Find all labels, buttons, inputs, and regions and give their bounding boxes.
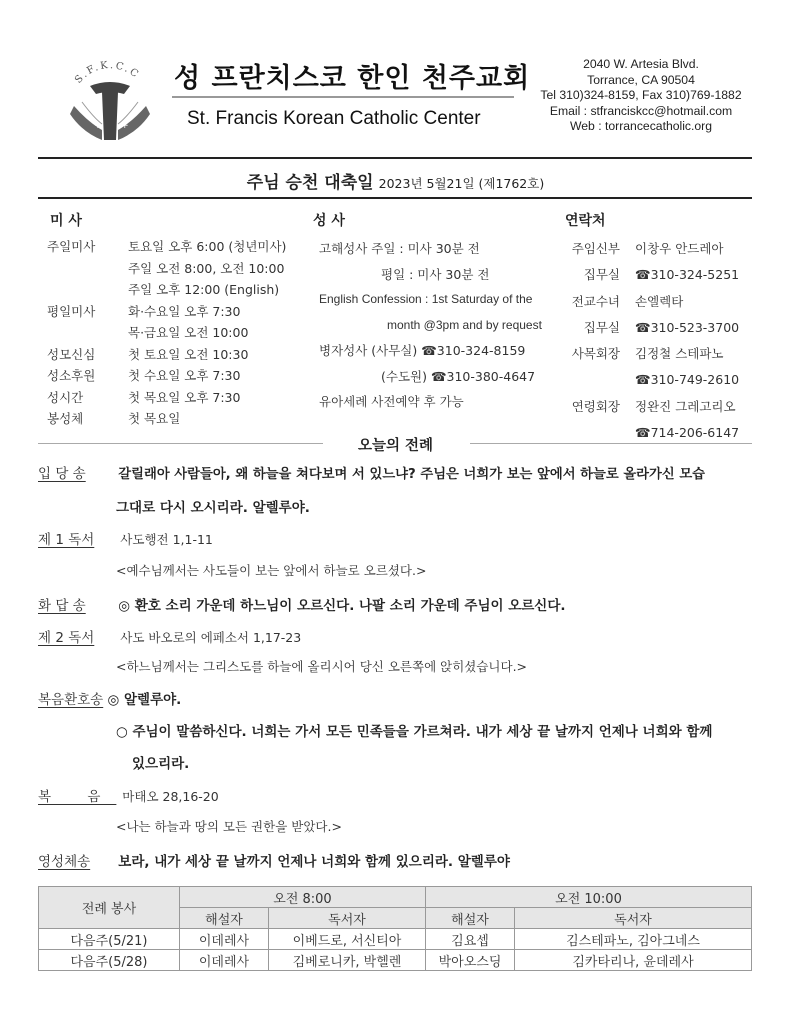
- contact-value: 이창우 안드레아: [635, 241, 724, 256]
- contact-row: [563, 262, 739, 288]
- reading2-ref: 사도 바오로의 에페소서 1,17-23: [120, 630, 302, 645]
- contact-row: [563, 367, 739, 393]
- address-line-1: 2040 W. Artesia Blvd.: [583, 57, 699, 71]
- header-divider-top: [38, 157, 752, 159]
- gospel-label: 복 음: [38, 789, 117, 805]
- schedule-value: 주일 오후 12:00 (English): [128, 282, 280, 297]
- svg-text:+: +: [94, 121, 102, 131]
- sacrament-line: 유아세례 사전예약 후 가능: [319, 394, 464, 409]
- table-row: [39, 929, 752, 950]
- table-cell: 이베드로, 서신티아: [269, 929, 426, 950]
- contact-role: 사목회장: [571, 346, 620, 362]
- feast-title: 주님 승천 대축일: [246, 173, 374, 193]
- mass-8am-header: 오전 8:00: [180, 887, 426, 908]
- contact-role: [563, 367, 620, 393]
- contact-row: [563, 315, 739, 341]
- parish-name-korean: 성 프란치스코 한인 천주교회: [174, 63, 531, 94]
- contact-value: ☎310-523-3700: [635, 319, 740, 335]
- table-row: [39, 950, 752, 971]
- schedule-row: [47, 408, 286, 430]
- mass-heading: 미 사: [50, 213, 82, 229]
- table-cell: 김스테파노, 김아그네스: [515, 929, 752, 950]
- reading2-summary: <하느님께서는 그리스도를 하늘에 올리시어 당신 오른쪽에 앉히셨습니다.>: [116, 659, 528, 674]
- entrance-label: 입 당 송: [38, 466, 86, 482]
- sacrament-line: month @3pm and by request: [387, 317, 542, 332]
- acclamation-verse-line2: 있으리라.: [132, 756, 190, 772]
- sacrament-schedule: [319, 236, 542, 415]
- psalm-label: 화 답 송: [38, 598, 86, 614]
- sacrament-line: English Confession : 1st Saturday of the: [319, 292, 533, 306]
- contact-list: [563, 236, 739, 446]
- table-cell: 박아오스딩: [426, 950, 515, 971]
- schedule-row: [47, 322, 286, 344]
- acclamation-label: 복음환호송: [38, 692, 104, 708]
- issue-date: 2023년 5월21일 (제1762호): [378, 176, 545, 191]
- sacrament-heading: 성 사: [313, 213, 345, 229]
- table-cell: 다음주(5/21): [39, 929, 180, 950]
- communion-antiphon: [38, 850, 510, 870]
- contact-row: [563, 289, 739, 315]
- table-cell: 김요셉: [426, 929, 515, 950]
- header-divider-bottom: [38, 197, 752, 199]
- reading1-label: 제 1 독서: [38, 532, 95, 548]
- email: Email : stfranciskcc@hotmail.com: [549, 103, 733, 118]
- table-cell: 이데레사: [180, 929, 269, 950]
- table-cell: 이데레사: [180, 950, 269, 971]
- entrance-text-line1: 갈릴래아 사람들아, 왜 하늘을 쳐다보며 서 있느냐? 주님은 너희가 보는 앞에서 하늘로 올라가신 모습: [118, 467, 706, 482]
- gospel-summary: <나는 하늘과 땅의 모든 권한을 받았다.>: [116, 819, 342, 834]
- contact-role: 전교수녀: [571, 293, 620, 309]
- column-header: 독서자: [269, 908, 426, 929]
- schedule-row: [47, 236, 286, 258]
- responsorial-psalm: [38, 594, 566, 614]
- reading1-summary: <예수님께서는 사도들이 보는 앞에서 하늘로 오르셨다.>: [116, 563, 427, 578]
- contact-value: 정완진 그레고리오: [635, 398, 736, 414]
- table-corner: 전례 봉사: [39, 887, 180, 929]
- logo-text: S.F.K.C.C: [73, 59, 142, 86]
- sacrament-line: 평일 : 미사 30분 전: [381, 266, 490, 282]
- issue-line: [0, 168, 791, 193]
- mass-10am-header: 오전 10:00: [426, 887, 752, 908]
- contact-value: ☎714-206-6147: [635, 425, 740, 441]
- table-cell: 김베로니카, 박헬렌: [269, 950, 426, 971]
- website: Web : torrancecatholic.org: [569, 119, 713, 133]
- contact-role: 집무실: [583, 267, 620, 283]
- parish-logo: [60, 44, 160, 150]
- gospel-ref: 마태오 28,16-20: [122, 789, 219, 804]
- contact-value: 김정철 스테파노: [635, 346, 724, 362]
- sacrament-line: 병자성사 (사무실) ☎310-324-8159: [319, 343, 526, 358]
- table-cell: 다음주(5/28): [39, 950, 180, 971]
- psalm-text: ◎ 환호 소리 가운데 하느님이 오르신다. 나팔 소리 가운데 주님이 오르신다.: [118, 598, 566, 614]
- schedule-label: 평일미사: [47, 303, 96, 319]
- schedule-row: [47, 301, 286, 323]
- entrance-antiphon: [38, 462, 705, 482]
- schedule-value: 목·금요일 오전 10:00: [128, 325, 249, 340]
- schedule-value: 첫 수요일 오후 7:30: [128, 368, 241, 383]
- communion-label: 영성체송: [38, 854, 91, 870]
- mass-schedule: [47, 236, 286, 430]
- contact-heading: 연락처: [565, 213, 606, 229]
- gospel-acclamation: [38, 688, 181, 708]
- schedule-row: [47, 279, 286, 301]
- schedule-value: 첫 토요일 오전 10:30: [128, 346, 249, 362]
- table-cell: 김카타리나, 윤데레사: [515, 950, 752, 971]
- gospel: [38, 785, 219, 805]
- parish-contact-block: [526, 57, 756, 135]
- contact-row: [563, 341, 739, 367]
- liturgy-divider-right: [470, 443, 752, 444]
- title-divider: [172, 96, 514, 98]
- contact-role: 연령회장: [571, 398, 620, 414]
- reading2-label: 제 2 독서: [38, 630, 95, 646]
- schedule-row: [47, 344, 286, 366]
- schedule-label: 봉성체: [47, 411, 84, 426]
- column-header: 해설자: [180, 908, 269, 929]
- contact-role: 주임신부: [571, 241, 620, 256]
- entrance-text-line2: 그대로 다시 오시리라. 알렐루야.: [116, 500, 310, 516]
- liturgy-service-table: [38, 886, 752, 971]
- sacrament-line: 고해성사 주일 : 미사 30분 전: [319, 241, 480, 256]
- schedule-label: 성모신심: [47, 346, 96, 362]
- schedule-label: [47, 279, 119, 301]
- schedule-label: [47, 322, 119, 344]
- address-line-2: Torrance, CA 90504: [587, 72, 695, 87]
- contact-value: ☎310-324-5251: [635, 267, 740, 283]
- contact-row: [563, 236, 739, 262]
- reading1-ref: 사도행전 1,1-11: [120, 532, 213, 547]
- schedule-row: [47, 387, 286, 409]
- schedule-value: 첫 목요일 오후 7:30: [128, 389, 241, 405]
- schedule-label: [47, 258, 119, 280]
- phone-fax: Tel 310)324-8159, Fax 310)769-1882: [540, 88, 742, 102]
- parish-name-english: St. Francis Korean Catholic Center: [187, 108, 481, 129]
- schedule-value: 토요일 오후 6:00 (청년미사): [128, 239, 287, 254]
- schedule-label: 주일미사: [47, 239, 96, 254]
- first-reading: [38, 528, 213, 548]
- svg-text:S.F.K.C.C: [73, 60, 141, 86]
- schedule-value: 첫 목요일: [128, 411, 181, 426]
- schedule-value: 주일 오전 8:00, 오전 10:00: [128, 260, 285, 276]
- acclamation-verse-line1: ○ 주님이 말씀하신다. 너희는 가서 모든 민족들을 가르쳐라. 내가 세상 끝 날까지 언제나 너희와 함께: [116, 724, 713, 740]
- contact-row: [563, 394, 739, 420]
- liturgy-heading: 오늘의 전례: [357, 438, 434, 454]
- communion-text: 보라, 내가 세상 끝 날까지 언제나 너희와 함께 있으리라. 알렐루야: [118, 854, 510, 870]
- schedule-row: [47, 365, 286, 387]
- acclamation-text: ◎ 알렐루야.: [107, 692, 182, 708]
- contact-value: ☎310-749-2610: [635, 372, 740, 388]
- contact-value: 손엘렉타: [635, 293, 684, 309]
- schedule-label: 성시간: [47, 389, 84, 405]
- svg-text:+: +: [121, 121, 129, 131]
- second-reading: [38, 626, 301, 646]
- schedule-label: 성소후원: [47, 368, 96, 383]
- schedule-value: 화·수요일 오후 7:30: [128, 303, 241, 319]
- sacrament-line: (수도원) ☎310-380-4647: [381, 368, 536, 384]
- column-header: 해설자: [426, 908, 515, 929]
- contact-role: 집무실: [583, 319, 620, 335]
- schedule-row: [47, 258, 286, 280]
- column-header: 독서자: [515, 908, 752, 929]
